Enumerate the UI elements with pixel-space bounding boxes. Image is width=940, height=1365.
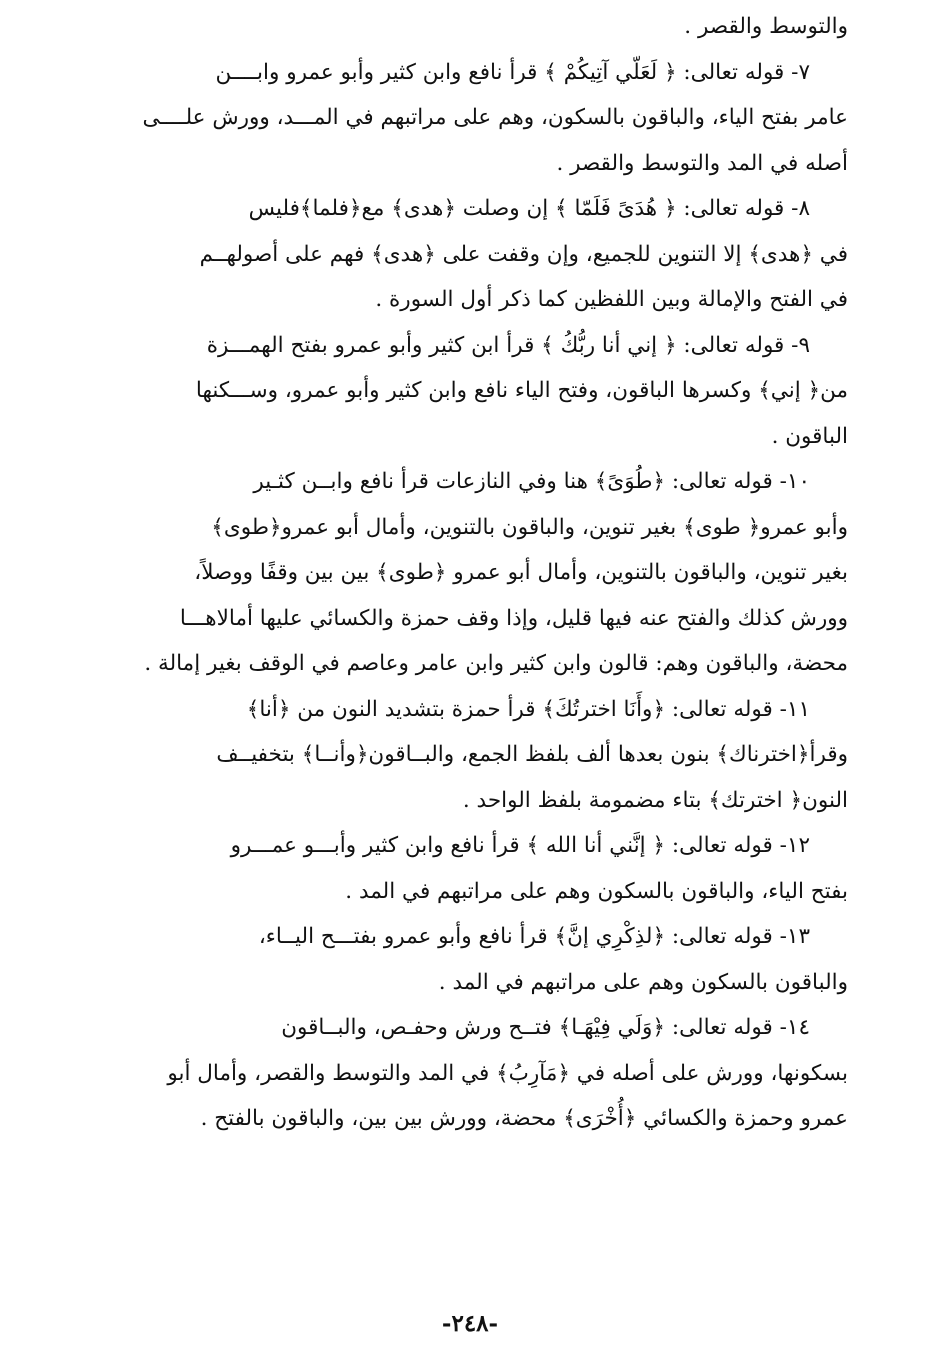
text-line: عمرو وحمزة والكسائي ﴿أُخْرَى﴾ محضة، وورش بين بين، والباقون بالفتح .	[200, 1106, 848, 1131]
text-line: الباقون .	[771, 423, 848, 449]
text-line: وقرأ﴿اخترناك﴾ بنون بعدها ألف بلفظ الجمع، والبــاقون﴿وأنــا﴾ بتخفيــف	[216, 742, 848, 767]
text-line: محضة، والباقون وهم: قالون وابن كثير وابن عامر وعاصم في الوقف بغير إمالة .	[144, 651, 848, 676]
page-number: -٢٤٨-	[441, 1310, 499, 1337]
text-line: ١٠- قوله تعالى: ﴿طُوَىً﴾ هنا وفي النازعات قرأ نافع وابــن كثـير	[253, 469, 810, 494]
text-line: النون﴿ اخترتك﴾ بتاء مضمومة بلفظ الواحد .	[462, 787, 848, 813]
text-line: بسكونها، وورش على أصله في ﴿مَآرِبُ﴾ في المد والتوسط والقصر، وأمال أبو	[167, 1060, 848, 1086]
text-line: بفتح الياء، والباقون بالسكون وهم على مراتبهم في المد .	[345, 878, 848, 904]
text-line: عامر بفتح الياء، والباقون بالسكون، وهم على مراتبهم في المـــد، وورش علــــى	[142, 105, 848, 130]
text-line: ١١- قوله تعالى: ﴿وأَنَا اخترتُكَ﴾ قرأ حمزة بتشديد النون من ﴿أنا﴾	[246, 696, 810, 722]
text-line: ١٢- قوله تعالى: ﴿ إنَّني أنا الله ﴾ قرأ نافع وابن كثير وأبـــو عمـــرو	[230, 833, 810, 858]
text-line: ١٤- قوله تعالى: ﴿وَلَي فِيْهَـا﴾ فتــح ورش وحفـص، والبــاقون	[281, 1015, 810, 1040]
text-line: ٩- قوله تعالى: ﴿ إني أنا ربُّكُ ﴾ قرأ ابن كثير وأبو عمرو بفتح الهمـــزة	[206, 332, 810, 358]
text-line: في الفتح والإمالة وبين اللفظين كما ذكر أول السورة .	[375, 287, 848, 312]
text-line: ٧- قوله تعالى: ﴿ لَعَلّي آتِيكُمْ ﴾ قرأ نافع وابن كثير وأبو عمرو وابــــن	[215, 59, 810, 85]
text-line: والباقون بالسكون وهم على مراتبهم في المد .	[438, 969, 848, 995]
text-line: بغير تنوين، والباقون بالتنوين، وأمال أبو عمرو ﴿طوى﴾ بين بين وقفًا ووصلاً،	[194, 560, 848, 585]
text-line: أصله في المد والتوسط والقصر .	[556, 150, 848, 176]
text-line: والتوسط والقصر .	[684, 14, 848, 39]
text-line: ١٣- قوله تعالى: ﴿لذِكْرِي إنَّ﴾ قرأ نافع وأبو عمرو بفتـــح اليــاء،	[258, 924, 810, 949]
body-text	[104, 4, 848, 1142]
text-line: ٨- قوله تعالى: ﴿ هُدَىً فَلَمّا ﴾ إن وصلت ﴿هدى﴾ مع﴿فلما﴾فليس	[248, 196, 810, 221]
text-line: في ﴿هدى﴾ إلا التنوين للجميع، وإن وقفت على ﴿هدى﴾ فهم على أصولهــم	[199, 241, 848, 267]
text-line: من﴿ إني﴾ وكسرها الباقون، وفتح الياء نافع وابن كثير وأبو عمرو، وســـكنها	[195, 378, 848, 403]
text-line: وورش كذلك والفتح عنه فيها قليل، وإذا وقف حمزة والكسائي عليها أمالاهـــا	[179, 605, 848, 631]
text-line: وأبو عمرو﴿ طوى﴾ بغير تنوين، والباقون بالتنوين، وأمال أبو عمرو﴿طوى﴾	[211, 514, 848, 540]
